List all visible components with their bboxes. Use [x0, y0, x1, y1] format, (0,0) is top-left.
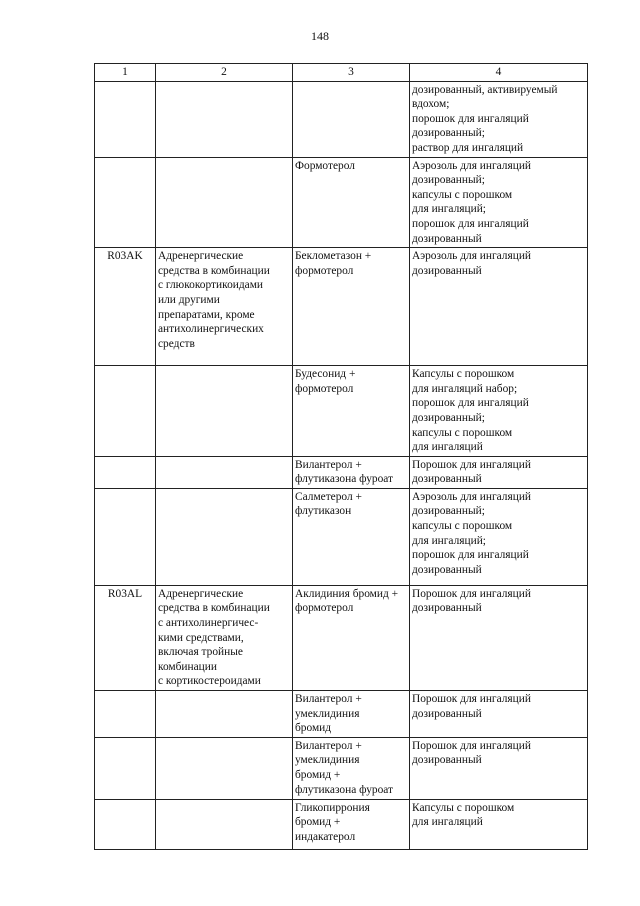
cell-group — [156, 157, 293, 248]
cell-code: R03AL — [95, 585, 156, 690]
cell-dosage: Порошок для ингаляций дозированный — [410, 737, 588, 799]
cell-code — [95, 456, 156, 488]
cell-group — [156, 799, 293, 849]
table-row — [95, 737, 588, 799]
cell-name: Будесонид + формотерол — [293, 366, 410, 457]
cell-name: Формотерол — [293, 157, 410, 248]
cell-group: Адренергические средства в комбинации с глюкокортикоидами или другими препаратами, кроме антихолинергических средств — [156, 248, 293, 366]
cell-name: Вилантерол + умеклидиния бромид + флутиказона фуроат — [293, 737, 410, 799]
header-row — [95, 64, 588, 82]
cell-code — [95, 81, 156, 157]
cell-dosage: Аэрозоль для ингаляций дозированный; капсулы с порошком для ингаляций; порошок для ингаляций дозированный — [410, 488, 588, 585]
drug-table — [94, 63, 588, 850]
cell-code — [95, 366, 156, 457]
table-row — [95, 691, 588, 738]
cell-dosage: Аэрозоль для ингаляций дозированный; капсулы с порошком для ингаляций; порошок для ингаляций дозированный — [410, 157, 588, 248]
cell-group — [156, 488, 293, 585]
column-header-1: 1 — [95, 64, 156, 82]
cell-dosage: Порошок для ингаляций дозированный — [410, 691, 588, 738]
cell-name: Гликопиррония бромид + индакатерол — [293, 799, 410, 849]
table-row — [95, 366, 588, 457]
table-row — [95, 456, 588, 488]
cell-code — [95, 737, 156, 799]
cell-group — [156, 456, 293, 488]
cell-group — [156, 366, 293, 457]
cell-code — [95, 157, 156, 248]
cell-dosage: Капсулы с порошком для ингаляций набор; порошок для ингаляций дозированный; капсулы с порошком для ингаляций — [410, 366, 588, 457]
cell-code — [95, 488, 156, 585]
table-row — [95, 157, 588, 248]
table-row — [95, 488, 588, 585]
cell-group: Адренергические средства в комбинации с антихолинергичес- кими средствами, включая тройные комбинации с кортикостероидами — [156, 585, 293, 690]
cell-name: Вилантерол + флутиказона фуроат — [293, 456, 410, 488]
cell-group — [156, 81, 293, 157]
cell-group — [156, 691, 293, 738]
column-header-4: 4 — [410, 64, 588, 82]
cell-dosage: Порошок для ингаляций дозированный — [410, 585, 588, 690]
cell-group — [156, 737, 293, 799]
page-number: 148 — [311, 29, 329, 43]
cell-code — [95, 691, 156, 738]
cell-dosage: Капсулы с порошком для ингаляций — [410, 799, 588, 849]
table-row — [95, 799, 588, 849]
cell-name: Беклометазон + формотерол — [293, 248, 410, 366]
table-row — [95, 585, 588, 690]
table-row — [95, 81, 588, 157]
cell-code — [95, 799, 156, 849]
table-row — [95, 248, 588, 366]
cell-code: R03AK — [95, 248, 156, 366]
cell-dosage: Порошок для ингаляций дозированный — [410, 456, 588, 488]
column-header-2: 2 — [156, 64, 293, 82]
cell-name: Вилантерол + умеклидиния бромид — [293, 691, 410, 738]
cell-dosage: Аэрозоль для ингаляций дозированный — [410, 248, 588, 366]
column-header-3: 3 — [293, 64, 410, 82]
cell-name — [293, 81, 410, 157]
cell-name: Салметерол + флутиказон — [293, 488, 410, 585]
cell-name: Аклидиния бромид + формотерол — [293, 585, 410, 690]
cell-dosage: дозированный, активируемый вдохом; порошок для ингаляций дозированный; раствор для ингаляций — [410, 81, 588, 157]
